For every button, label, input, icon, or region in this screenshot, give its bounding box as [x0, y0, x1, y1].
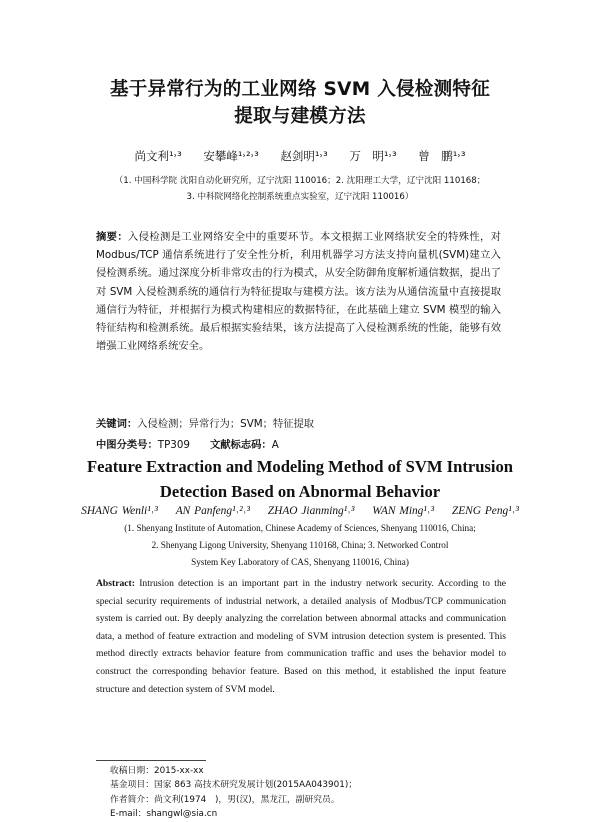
classification-number-label: 中图分类号：: [96, 439, 158, 451]
english-author: AN Panfeng¹˒²˒³: [175, 505, 250, 517]
footnote-author-bio: 作者简介：尚文利(1974 )，男(汉)，黑龙江，副研究员。: [110, 794, 340, 805]
english-affiliation-line-3: System Key Laboratory of CAS, Shenyang 110016, China): [191, 557, 409, 567]
document-code-value: A: [271, 439, 279, 451]
chinese-title: [40, 76, 560, 130]
chinese-author: 万 明¹˒³: [349, 149, 397, 163]
footnote-received-date: 收稿日期：2015-xx-xx: [110, 766, 204, 776]
english-abstract-text: Intrusion detection is an important part in the industry network security. According to the special security requirements of industrial network, a detailed analysis of Modbus/TCP communication system is carried out. By deeply analyzing the correlation between abnormal attacks and communication data, a method of feature extraction and modeling of SVM intrusion detection system is presented. This method directly extracts behavior feature from communication traffic and uses the behavior model to construct the corresponding behavior feature. Based on this method, it established the input feature structure and detection system of SVM model.: [96, 578, 506, 695]
footnote-fund: 基金项目：国家 863 高技术研究发展计划(2015AA043901)；: [110, 780, 358, 791]
classification-number-value: TP309: [157, 439, 190, 451]
footnote-divider: [96, 760, 206, 761]
english-title: [30, 454, 570, 504]
english-title-line-2: Detection Based on Abnormal Behavior: [159, 482, 441, 501]
english-author: ZHAO Jianming¹˒³: [267, 505, 355, 517]
english-author-list: [30, 505, 570, 517]
chinese-author: 曾 鹏¹˒³: [418, 149, 466, 163]
footnote-email: E-mail：shangwl@sia.cn: [110, 809, 218, 820]
chinese-author: 尚文利¹˒³: [134, 149, 182, 163]
chinese-author: 安攀峰¹˒²˒³: [203, 149, 259, 163]
english-affiliation-line-2: 2. Shenyang Ligong University, Shenyang 110168, China; 3. Networked Control: [151, 540, 449, 550]
chinese-classification: [96, 436, 501, 451]
english-affiliation-line-1: (1. Shenyang Institute of Automation, Chinese Academy of Sciences, Shenyang 110016, China;: [124, 523, 476, 533]
chinese-title-line-2: 提取与建模方法: [234, 106, 366, 127]
english-abstract-label: Abstract:: [96, 578, 135, 589]
english-author: ZENG Peng¹˒³: [451, 505, 519, 517]
chinese-author-list: [40, 148, 560, 164]
chinese-abstract-label: 摘要：: [96, 231, 129, 243]
chinese-abstract: [96, 228, 501, 355]
chinese-affiliation-line-2: 3. 中科院网络化控制系统重点实验室，辽宁沈阳 110016）: [186, 192, 414, 202]
english-title-line-1: Feature Extraction and Modeling Method of SVM Intrusion: [86, 457, 514, 476]
footnotes: [110, 764, 510, 822]
chinese-keywords-label: 关键词：: [96, 418, 138, 430]
document-code-label: 文献标志码：: [209, 439, 272, 451]
chinese-author: 赵剑明¹˒³: [280, 149, 328, 163]
english-affiliation: [60, 520, 540, 571]
english-author: SHANG Wenli¹˒³: [81, 505, 158, 517]
chinese-affiliation-line-1: （1. 中国科学院 沈阳自动化研究所，辽宁沈阳 110016；2. 沈阳理工大学，辽宁沈阳 110168；: [114, 176, 486, 186]
english-abstract: [96, 575, 506, 698]
chinese-title-line-1: 基于异常行为的工业网络 SVM 入侵检测特征: [109, 79, 491, 100]
chinese-keywords: [96, 415, 501, 430]
chinese-abstract-text: 入侵检测是工业网络安全中的重要环节。本文根据工业网络狀安全的特殊性，对 Modbus/TCP 通信系统进行了安全性分析，利用机器学习方法支持向量机(SVM)建立入侵检测系统。通过深度分析非常攻击的行为模式，从安全防御角度解析通信数据，提出了对 SVM 入侵检测系统的通信行为特征提取与建模方法。该方法为从通信流量中直接提取通信行为特征，并根据行为模式构建相应的数据特征，在此基础上建立 SVM 模型的输入特征结构和检测系统。最后根据实验结果，该方法提高了入侵检测系统的性能，能够有效增强工业网络系统安全。: [96, 231, 502, 353]
english-author: WAN Ming¹˒³: [372, 505, 434, 517]
chinese-keywords-text: 入侵检测；异常行为；SVM；特征提取: [137, 418, 315, 430]
